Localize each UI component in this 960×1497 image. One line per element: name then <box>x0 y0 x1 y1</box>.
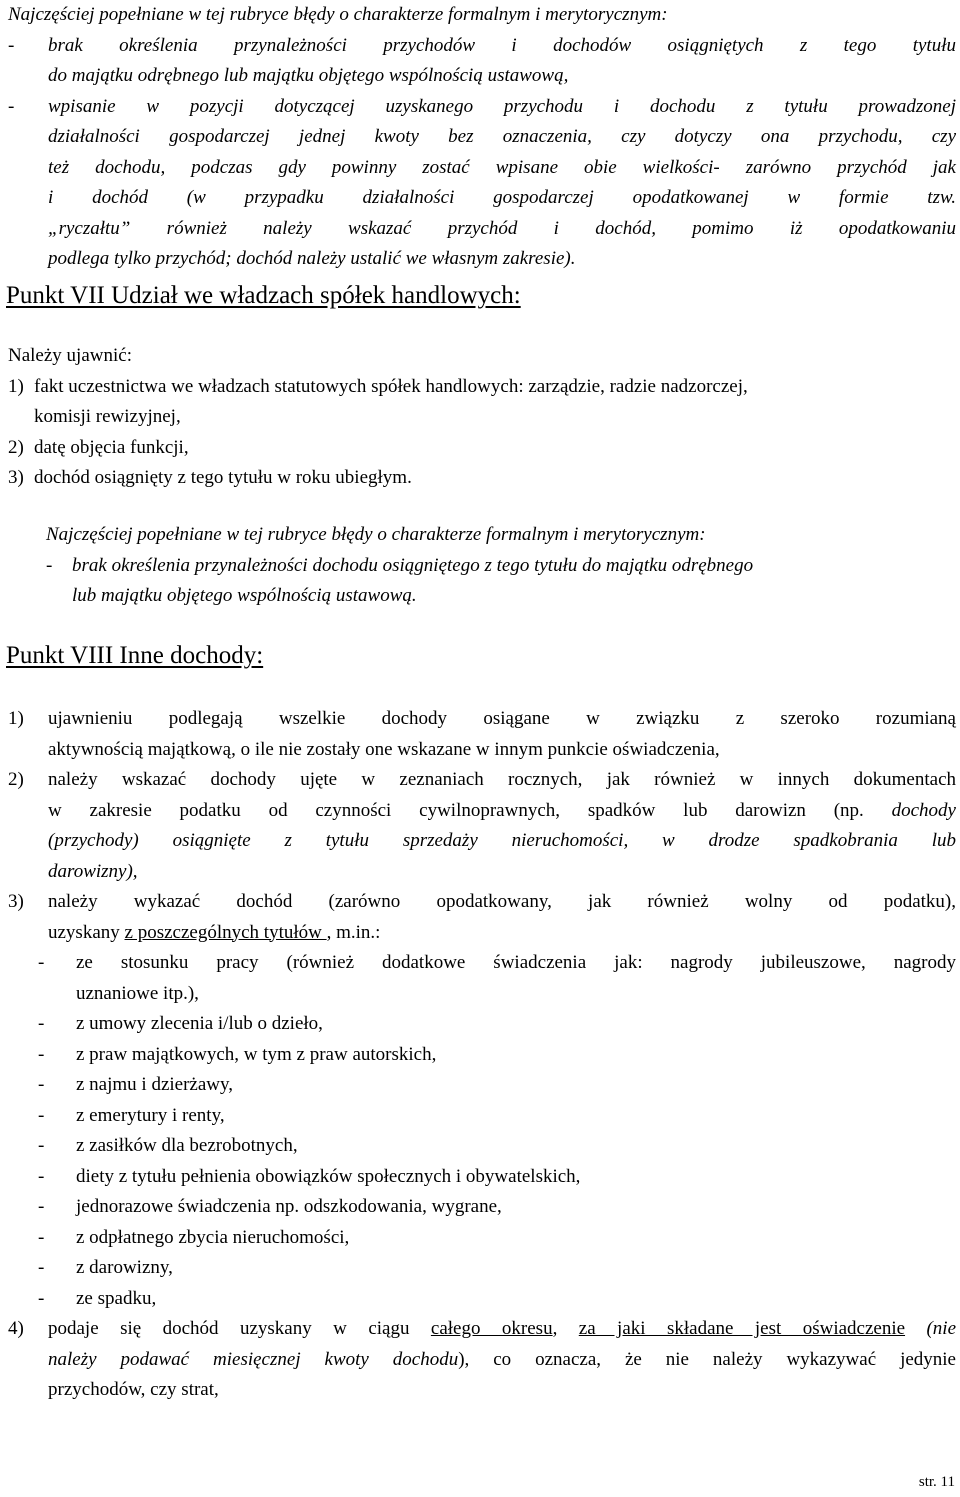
section-7-intro: Należy ujawnić: <box>8 345 132 366</box>
list-item: 1) fakt uczestnictwa we władzach statutowych spółek handlowych: zarządzie, radzie nadzorczej, komisji rewizyjnej, <box>8 375 748 427</box>
section-6-errors <box>8 0 956 275</box>
list-item: - z praw majątkowych, w tym z praw autorskich, <box>38 1043 437 1065</box>
list-item: - z zasiłków dla bezrobotnych, <box>38 1135 298 1156</box>
list-item: - z darowizny, <box>38 1257 173 1278</box>
section-7-heading: Punkt VII Udział we władzach spółek handlowych: <box>6 282 521 309</box>
list-item: 2) datę objęcia funkcji, <box>8 436 189 458</box>
section-8-heading: Punkt VIII Inne dochody: <box>6 642 264 669</box>
list-item: - jednorazowe świadczenia np. odszkodowania, wygrane, <box>38 1196 502 1217</box>
list-item: 2) należy wskazać dochody ujęte w zeznaniach rocznych, jak również w innych dokumentach w zakresie podatku od czynności cywilnoprawnych, spadków lub darowizn (np. dochody (przychody) osiągnięte z tytułu sprzedaży nieruchomości, w drodze spadkobrania lub darowizny), <box>8 769 956 882</box>
list-item: - diety z tytułu pełnienia obowiązków społecznych i obywatelskich, <box>38 1165 581 1187</box>
list-item: - z emerytury i renty, <box>38 1104 225 1126</box>
list-item: 1) ujawnieniu podlegają wszelkie dochody osiągane w związku z szeroko rozumianą aktywnością majątkową, o ile nie zostały one wskazane w innym punkcie oświadczenia, <box>8 708 956 760</box>
list-item: - wpisanie w pozycji dotyczącej uzyskanego przychodu i dochodu z tytułu prowadzonej działalności gospodarczej jednej kwoty bez oznaczenia, czy dotyczy ona przychodu, czy też dochodu, podczas gdy powinny zostać wpisane obie wielkości- zarówno przychód jak i dochód (w przypadku działalności gospodarczej opodatkowanej w formie tzw. „ryczałtu” również należy wskazać przychód i dochód, pomimo iż opodatkowaniu podlega tylko przychód; dochód należy ustalić we własnym zakresie). <box>8 95 956 269</box>
section-7-content <box>8 341 956 494</box>
list-item: - z odpłatnego zbycia nieruchomości, <box>38 1226 350 1248</box>
section-7-errors-title: Najczęściej popełniane w tej rubryce błędy o charakterze formalnym i merytorycznym: <box>46 524 706 545</box>
list-item: - z umowy zlecenia i/lub o dzieło, <box>38 1013 323 1034</box>
list-item: 3) należy wykazać dochód (zarówno opodatkowany, jak również wolny od podatku), uzyskany z poszczególnych tytułów , m.in.: <box>8 891 956 943</box>
section-7-errors <box>46 520 956 612</box>
list-item: 4) podaje się dochód uzyskany w ciągu całego okresu, za jaki składane jest oświadczenie (nie należy podawać miesięcznej kwoty dochodu), co oznacza, że nie należy wykazywać jedynie przychodów, czy strat, <box>8 1318 957 1400</box>
page-number: str. 11 <box>918 1474 955 1490</box>
list-item: 3) dochód osiągnięty z tego tytułu w roku ubiegłym. <box>8 467 412 488</box>
income-sources-list <box>38 948 956 1314</box>
list-item: - brak określenia przynależności przychodów i dochodów osiągniętych z tego tytułu do majątku odrębnego lub majątku objętego wspólnością ustawową, <box>8 34 956 86</box>
list-item: - brak określenia przynależności dochodu osiągniętego z tego tytułu do majątku odrębnego lub majątku objętego wspólnością ustawową. <box>46 554 754 606</box>
section-8-content <box>8 704 956 1406</box>
list-item: - z najmu i dzierżawy, <box>38 1074 234 1095</box>
list-item: - ze stosunku pracy (również dodatkowe świadczenia jak: nagrody jubileuszowe, nagrody uznaniowe itp.), <box>38 952 956 1004</box>
section-6-errors-title: Najczęściej popełniane w tej rubryce błędy o charakterze formalnym i merytorycznym: <box>8 4 668 25</box>
list-item: - ze spadku, <box>38 1287 157 1309</box>
